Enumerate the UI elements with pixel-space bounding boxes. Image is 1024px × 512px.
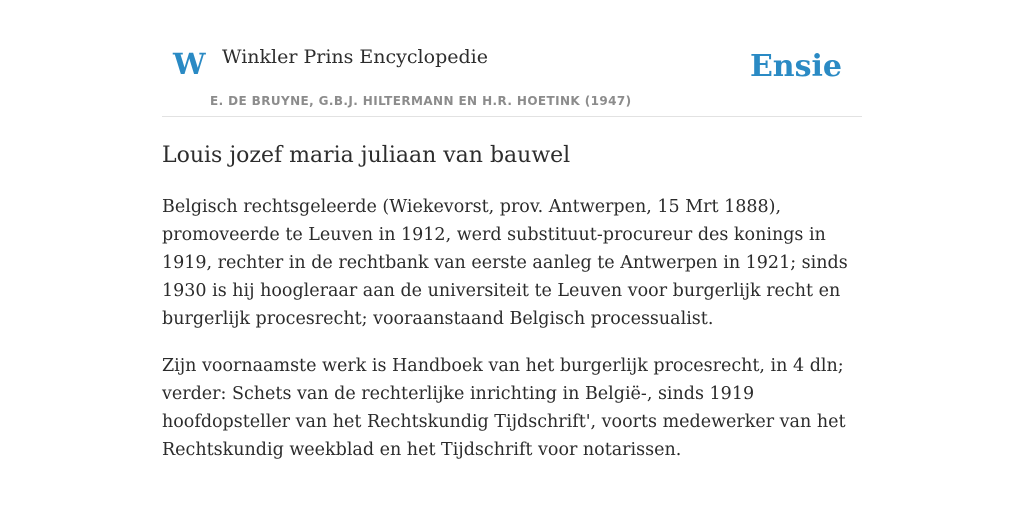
- source-logo[interactable]: W: [173, 47, 206, 81]
- entry-paragraph: Zijn voornaamste werk is Handboek van het burgerlijk procesrecht, in 4 dln; verder: Schets van de rechterlijke inrichting in België-, sinds 1919 hoofdopsteller van het Rechtskundig Tijdschrift', voorts medewerker van het Rechtskundig weekblad en het Tijdschrift voor notarissen.: [162, 356, 846, 460]
- source-authors: E. DE BRUYNE, G.B.J. HILTERMANN EN H.R. HOETINK (1947): [210, 94, 632, 108]
- entry-title: Louis jozef maria juliaan van bauwel: [162, 143, 571, 168]
- source-title-link[interactable]: Winkler Prins Encyclopedie: [222, 46, 488, 68]
- source-header: [162, 0, 862, 117]
- entry-body: [162, 193, 862, 464]
- entry-paragraph: Belgisch rechtsgeleerde (Wiekevorst, prov. Antwerpen, 15 Mrt 1888), promoveerde te Leuven in 1912, werd substituut-procureur des konings in 1919, rechter in de rechtbank van eerste aanleg te Antwerpen in 1921; sinds 1930 is hij hoogleraar aan de universiteit te Leuven voor burgerlijk recht en burgerlijk procesrecht; vooraanstaand Belgisch processualist.: [162, 197, 848, 329]
- brand-logo-link[interactable]: Ensie: [749, 49, 842, 84]
- page-container: [162, 0, 862, 464]
